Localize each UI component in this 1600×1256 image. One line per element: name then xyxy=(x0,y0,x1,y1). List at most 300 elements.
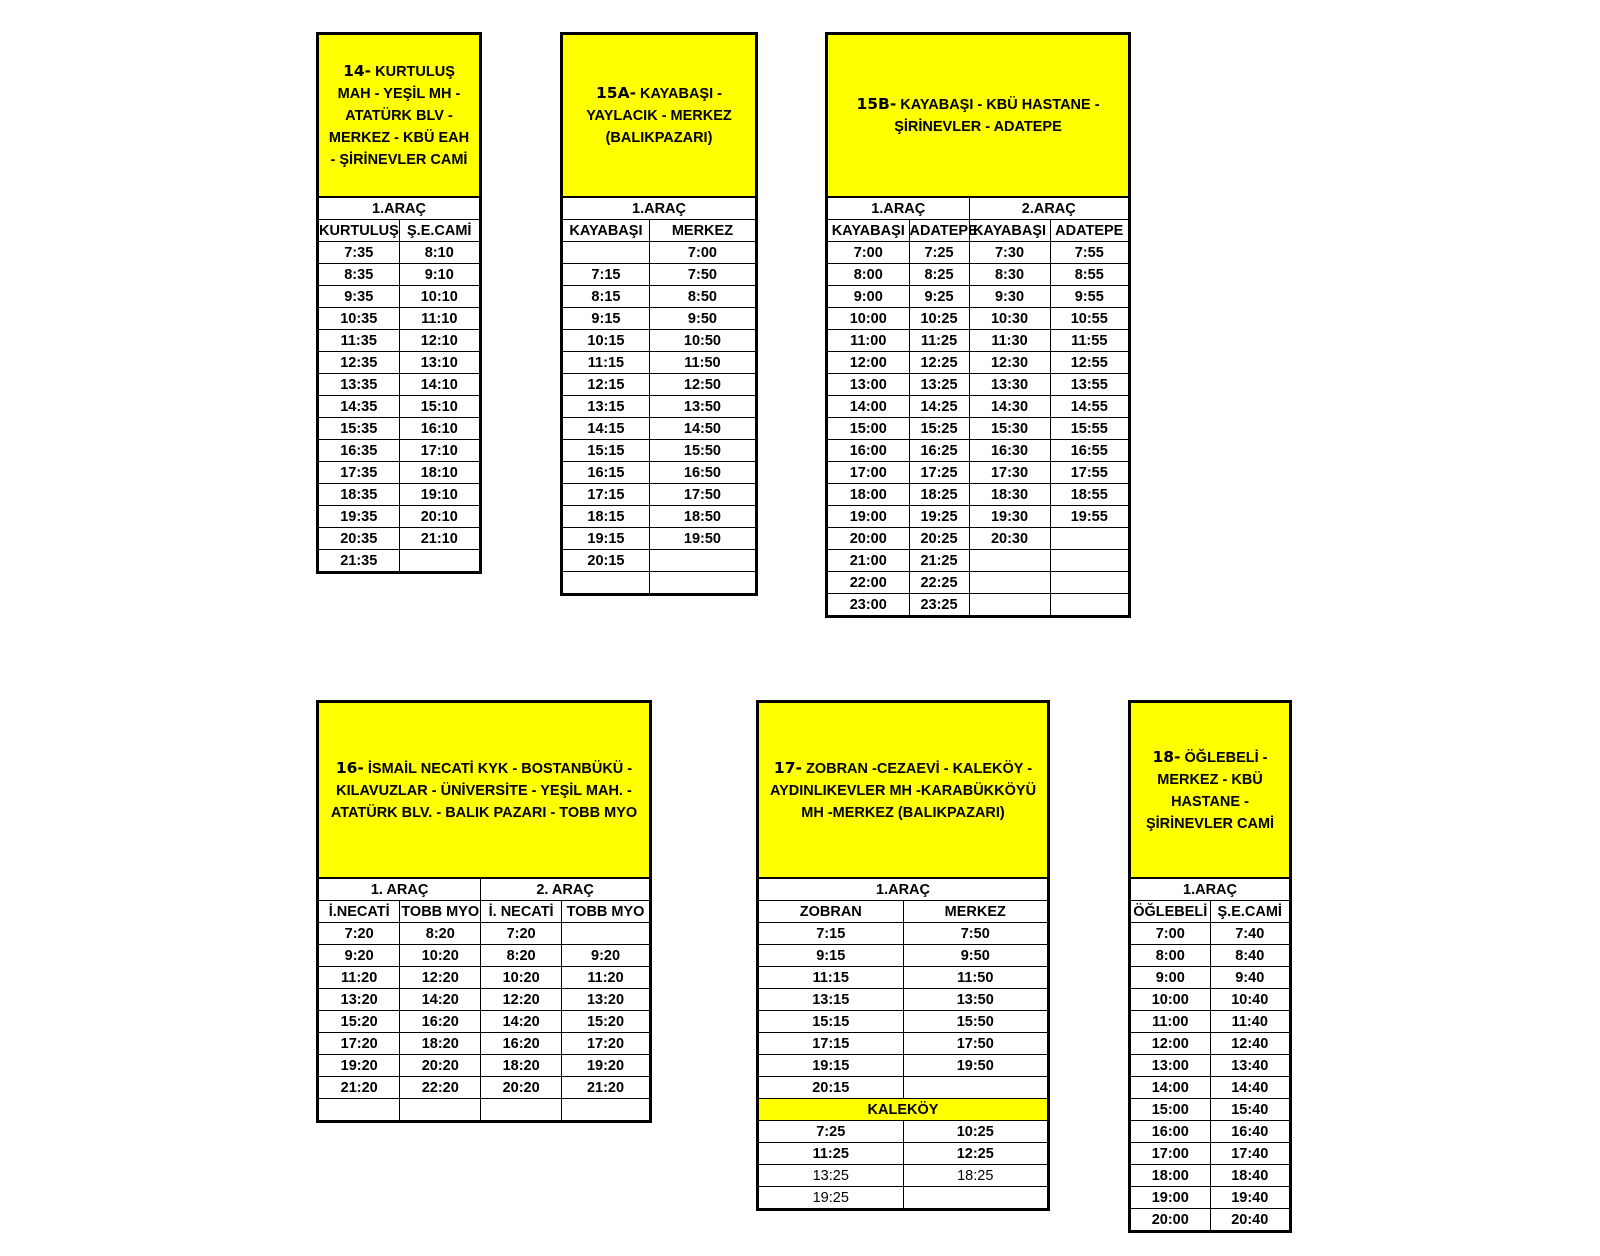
route-header xyxy=(563,35,755,198)
departure-time: 18:30 xyxy=(969,484,1050,506)
departure-time: 22:25 xyxy=(909,572,969,594)
table-row xyxy=(759,1011,1047,1033)
table-row xyxy=(1131,1121,1289,1143)
departure-time: 22:20 xyxy=(400,1077,481,1099)
departure-time: 23:00 xyxy=(828,594,909,616)
departure-time: 10:50 xyxy=(649,330,755,352)
departure-time: 9:30 xyxy=(969,286,1050,308)
table-row xyxy=(319,374,479,396)
departure-time: 7:25 xyxy=(759,1121,903,1143)
table-row xyxy=(759,923,1047,945)
departure-time: 17:10 xyxy=(399,440,479,462)
departure-time: 9:50 xyxy=(903,945,1047,967)
vehicle-label: 1.ARAÇ xyxy=(1131,879,1289,901)
route-number: 16- xyxy=(335,758,364,777)
departure-time: 13:25 xyxy=(909,374,969,396)
route-description: KURTULUŞ MAH - YEŞİL MH - ATATÜRK BLV - MERKEZ - KBÜ EAH - ŞİRİNEVLER CAMİ xyxy=(328,64,470,168)
departure-time: 21:25 xyxy=(909,550,969,572)
route-header xyxy=(1131,703,1289,879)
route-description: KAYABAŞI - KBÜ HASTANE - ŞİRİNEVLER - ADATEPE xyxy=(894,97,1100,135)
column-header: Ş.E.CAMİ xyxy=(399,220,479,242)
departure-time: 23:25 xyxy=(909,594,969,616)
table-row xyxy=(319,967,649,989)
table-row xyxy=(759,1143,1047,1165)
departure-time: 14:30 xyxy=(969,396,1050,418)
departure-time: 20:20 xyxy=(481,1077,562,1099)
departure-time: 11:25 xyxy=(759,1143,903,1165)
table-row xyxy=(563,484,755,506)
departure-time xyxy=(649,572,755,594)
departure-time: 20:15 xyxy=(759,1077,903,1099)
table-row xyxy=(319,308,479,330)
departure-time xyxy=(969,550,1050,572)
departure-time: 15:20 xyxy=(562,1011,649,1033)
vehicle-label: 1. ARAÇ xyxy=(319,879,481,901)
table-row xyxy=(563,572,755,594)
timetable-route-14 xyxy=(316,32,482,574)
departure-time: 9:15 xyxy=(759,945,903,967)
departure-time: 22:00 xyxy=(828,572,909,594)
departure-time xyxy=(903,1187,1047,1209)
departure-time: 20:10 xyxy=(399,506,479,528)
departure-time: 14:00 xyxy=(1131,1077,1210,1099)
departure-time: 15:50 xyxy=(649,440,755,462)
departure-time: 11:00 xyxy=(1131,1011,1210,1033)
table-row xyxy=(828,528,1128,550)
departure-time: 13:35 xyxy=(319,374,399,396)
departure-time: 11:25 xyxy=(909,330,969,352)
table-row xyxy=(1131,1099,1289,1121)
route-number: 15A- xyxy=(596,84,637,102)
table-row xyxy=(563,440,755,462)
column-header: ZOBRAN xyxy=(759,901,903,923)
departure-time: 15:20 xyxy=(319,1011,400,1033)
departure-time: 13:15 xyxy=(563,396,649,418)
departure-time: 9:50 xyxy=(649,308,755,330)
departure-time: 21:00 xyxy=(828,550,909,572)
departure-time: 8:15 xyxy=(563,286,649,308)
column-header: ADATEPE xyxy=(909,220,969,242)
section-label-kalekoy: KALEKÖY xyxy=(759,1099,1047,1121)
departure-time: 13:00 xyxy=(828,374,909,396)
departure-time: 7:15 xyxy=(759,923,903,945)
departure-time: 12:10 xyxy=(399,330,479,352)
departure-time: 18:35 xyxy=(319,484,399,506)
table-row xyxy=(759,989,1047,1011)
departure-time: 14:50 xyxy=(649,418,755,440)
departure-time: 16:15 xyxy=(563,462,649,484)
departure-time: 11:20 xyxy=(562,967,649,989)
departure-time: 19:20 xyxy=(562,1055,649,1077)
column-header: TOBB MYO xyxy=(562,901,649,923)
departure-time: 20:40 xyxy=(1210,1209,1289,1231)
departure-time: 7:25 xyxy=(909,242,969,264)
departure-time: 20:20 xyxy=(400,1055,481,1077)
column-header: MERKEZ xyxy=(903,901,1047,923)
timetable-route-18 xyxy=(1128,700,1292,1233)
departure-time: 19:40 xyxy=(1210,1187,1289,1209)
departure-time xyxy=(649,550,755,572)
departure-time: 16:30 xyxy=(969,440,1050,462)
table-row xyxy=(319,462,479,484)
departure-time: 18:40 xyxy=(1210,1165,1289,1187)
departure-time: 10:30 xyxy=(969,308,1050,330)
table-row xyxy=(319,484,479,506)
departure-time xyxy=(1050,572,1128,594)
table-row xyxy=(563,308,755,330)
route-description: KAYABAŞI - YAYLACIK - MERKEZ (BALIKPAZARI) xyxy=(586,86,732,146)
table-row xyxy=(828,352,1128,374)
departure-time: 8:00 xyxy=(828,264,909,286)
table-row xyxy=(319,440,479,462)
departure-time: 19:10 xyxy=(399,484,479,506)
column-header: KURTULUŞ xyxy=(319,220,399,242)
departure-time: 14:20 xyxy=(400,989,481,1011)
route-description: İSMAİL NECATİ KYK - BOSTANBÜKÜ - KILAVUZLAR - ÜNİVERSİTE - YEŞİL MAH. - ATATÜRK BLV. - BALIK PAZARI - TOBB MYO xyxy=(330,760,638,821)
departure-time: 12:20 xyxy=(481,989,562,1011)
departure-time: 7:55 xyxy=(1050,242,1128,264)
route-description: ÖĞLEBELİ - MERKEZ - KBÜ HASTANE - ŞİRİNEVLER CAMİ xyxy=(1145,749,1275,832)
column-header-row xyxy=(319,901,649,923)
departure-time: 17:35 xyxy=(319,462,399,484)
column-header-row xyxy=(563,220,755,242)
table-row xyxy=(319,506,479,528)
table-row xyxy=(563,506,755,528)
table-row xyxy=(1131,1209,1289,1231)
table-row xyxy=(563,264,755,286)
table-row xyxy=(1131,1187,1289,1209)
departure-time: 7:00 xyxy=(649,242,755,264)
table-row xyxy=(759,1165,1047,1187)
departure-time: 18:00 xyxy=(1131,1165,1210,1187)
schedule-table xyxy=(563,198,755,593)
timetable-route-15a xyxy=(560,32,758,596)
departure-time: 15:00 xyxy=(1131,1099,1210,1121)
departure-time: 13:15 xyxy=(759,989,903,1011)
departure-time: 17:20 xyxy=(562,1033,649,1055)
departure-time xyxy=(319,1099,400,1121)
table-row xyxy=(1131,1077,1289,1099)
vehicle-label: 1.ARAÇ xyxy=(563,198,755,220)
departure-time: 8:00 xyxy=(1131,945,1210,967)
departure-time: 11:35 xyxy=(319,330,399,352)
departure-time: 15:40 xyxy=(1210,1099,1289,1121)
departure-time: 18:25 xyxy=(909,484,969,506)
table-row xyxy=(1131,1143,1289,1165)
departure-time: 11:30 xyxy=(969,330,1050,352)
route-header xyxy=(319,703,649,879)
departure-time xyxy=(969,594,1050,616)
departure-time: 10:15 xyxy=(563,330,649,352)
departure-time: 13:10 xyxy=(399,352,479,374)
departure-time: 9:10 xyxy=(399,264,479,286)
schedule-table xyxy=(1131,879,1289,1230)
table-row xyxy=(319,352,479,374)
vehicle-header-row xyxy=(319,198,479,220)
vehicle-label: 2.ARAÇ xyxy=(969,198,1128,220)
departure-time: 12:00 xyxy=(1131,1033,1210,1055)
departure-time: 10:20 xyxy=(481,967,562,989)
table-row xyxy=(828,550,1128,572)
vehicle-label: 1.ARAÇ xyxy=(759,879,1047,901)
departure-time: 17:50 xyxy=(649,484,755,506)
departure-time: 16:20 xyxy=(481,1033,562,1055)
table-row xyxy=(759,1077,1047,1099)
departure-time: 8:20 xyxy=(400,923,481,945)
departure-time: 19:55 xyxy=(1050,506,1128,528)
schedule-table xyxy=(319,879,649,1120)
schedule-table xyxy=(828,198,1128,615)
departure-time: 11:10 xyxy=(399,308,479,330)
departure-time: 17:30 xyxy=(969,462,1050,484)
departure-time: 13:50 xyxy=(903,989,1047,1011)
departure-time: 7:20 xyxy=(319,923,400,945)
table-row xyxy=(319,418,479,440)
departure-time: 15:15 xyxy=(759,1011,903,1033)
column-header-row xyxy=(319,220,479,242)
departure-time: 17:15 xyxy=(563,484,649,506)
departure-time: 9:55 xyxy=(1050,286,1128,308)
table-row xyxy=(828,308,1128,330)
departure-time: 17:20 xyxy=(319,1033,400,1055)
departure-time: 17:55 xyxy=(1050,462,1128,484)
table-row xyxy=(563,286,755,308)
departure-time: 18:25 xyxy=(903,1165,1047,1187)
departure-time: 13:50 xyxy=(649,396,755,418)
departure-time: 11:50 xyxy=(903,967,1047,989)
departure-time: 20:00 xyxy=(828,528,909,550)
departure-time: 19:50 xyxy=(903,1055,1047,1077)
departure-time: 17:15 xyxy=(759,1033,903,1055)
departure-time: 11:15 xyxy=(759,967,903,989)
route-number: 17- xyxy=(773,758,802,777)
table-row xyxy=(319,1077,649,1099)
departure-time: 18:15 xyxy=(563,506,649,528)
departure-time: 19:15 xyxy=(759,1055,903,1077)
table-row xyxy=(828,264,1128,286)
departure-time: 19:15 xyxy=(563,528,649,550)
departure-time: 7:30 xyxy=(969,242,1050,264)
departure-time: 12:50 xyxy=(649,374,755,396)
departure-time: 11:40 xyxy=(1210,1011,1289,1033)
departure-time: 12:55 xyxy=(1050,352,1128,374)
table-row xyxy=(1131,945,1289,967)
departure-time: 11:00 xyxy=(828,330,909,352)
schedule-table xyxy=(759,879,1047,1208)
departure-time xyxy=(400,1099,481,1121)
departure-time xyxy=(563,572,649,594)
departure-time: 15:00 xyxy=(828,418,909,440)
departure-time xyxy=(1050,528,1128,550)
departure-time: 14:40 xyxy=(1210,1077,1289,1099)
departure-time: 12:15 xyxy=(563,374,649,396)
departure-time: 9:25 xyxy=(909,286,969,308)
table-row xyxy=(563,418,755,440)
column-header-row xyxy=(759,901,1047,923)
departure-time: 19:35 xyxy=(319,506,399,528)
departure-time: 8:35 xyxy=(319,264,399,286)
table-row xyxy=(319,945,649,967)
table-row xyxy=(319,330,479,352)
departure-time: 21:10 xyxy=(399,528,479,550)
departure-time: 10:55 xyxy=(1050,308,1128,330)
departure-time xyxy=(562,1099,649,1121)
departure-time: 9:20 xyxy=(562,945,649,967)
table-row xyxy=(319,1033,649,1055)
departure-time: 17:00 xyxy=(828,462,909,484)
departure-time: 8:55 xyxy=(1050,264,1128,286)
table-row xyxy=(319,396,479,418)
departure-time: 8:20 xyxy=(481,945,562,967)
table-row xyxy=(319,1099,649,1121)
vehicle-header-row xyxy=(759,879,1047,901)
departure-time xyxy=(903,1077,1047,1099)
departure-time: 12:30 xyxy=(969,352,1050,374)
column-header: TOBB MYO xyxy=(400,901,481,923)
departure-time: 11:20 xyxy=(319,967,400,989)
departure-time xyxy=(1050,550,1128,572)
vehicle-header-row xyxy=(1131,879,1289,901)
departure-time: 13:40 xyxy=(1210,1055,1289,1077)
departure-time xyxy=(562,923,649,945)
departure-time xyxy=(1050,594,1128,616)
departure-time: 14:55 xyxy=(1050,396,1128,418)
departure-time: 7:15 xyxy=(563,264,649,286)
departure-time: 16:10 xyxy=(399,418,479,440)
column-header: MERKEZ xyxy=(649,220,755,242)
departure-time: 19:25 xyxy=(759,1187,903,1209)
vehicle-label: 1.ARAÇ xyxy=(828,198,969,220)
departure-time: 20:30 xyxy=(969,528,1050,550)
table-row xyxy=(828,374,1128,396)
departure-time: 15:55 xyxy=(1050,418,1128,440)
departure-time: 13:55 xyxy=(1050,374,1128,396)
table-row xyxy=(563,528,755,550)
departure-time: 15:10 xyxy=(399,396,479,418)
table-row xyxy=(1131,923,1289,945)
departure-time: 13:25 xyxy=(759,1165,903,1187)
table-row xyxy=(563,374,755,396)
departure-time: 9:40 xyxy=(1210,967,1289,989)
section-header-row xyxy=(759,1099,1047,1121)
timetable-route-17 xyxy=(756,700,1050,1211)
departure-time: 21:35 xyxy=(319,550,399,572)
departure-time: 18:10 xyxy=(399,462,479,484)
table-row xyxy=(828,242,1128,264)
vehicle-label: 1.ARAÇ xyxy=(319,198,479,220)
table-row xyxy=(319,528,479,550)
table-row xyxy=(563,462,755,484)
departure-time: 13:20 xyxy=(319,989,400,1011)
table-row xyxy=(759,1033,1047,1055)
route-number: 14- xyxy=(343,62,372,80)
route-number: 15B- xyxy=(856,95,897,113)
table-row xyxy=(319,1011,649,1033)
column-header-row xyxy=(828,220,1128,242)
departure-time: 16:00 xyxy=(1131,1121,1210,1143)
departure-time: 7:00 xyxy=(828,242,909,264)
route-description: ZOBRAN -CEZAEVİ - KALEKÖY - AYDINLIKEVLER MH -KARABÜKKÖYÜ MH -MERKEZ (BALIKPAZARI) xyxy=(769,760,1037,821)
departure-time: 12:40 xyxy=(1210,1033,1289,1055)
table-row xyxy=(319,923,649,945)
vehicle-header-row xyxy=(319,879,649,901)
departure-time: 12:25 xyxy=(903,1143,1047,1165)
table-row xyxy=(563,550,755,572)
table-row xyxy=(828,418,1128,440)
departure-time: 16:00 xyxy=(828,440,909,462)
departure-time: 10:00 xyxy=(828,308,909,330)
departure-time: 15:35 xyxy=(319,418,399,440)
departure-time: 8:40 xyxy=(1210,945,1289,967)
departure-time: 13:00 xyxy=(1131,1055,1210,1077)
departure-time: 16:25 xyxy=(909,440,969,462)
table-row xyxy=(1131,1055,1289,1077)
table-row xyxy=(828,286,1128,308)
column-header-row xyxy=(1131,901,1289,923)
departure-time: 19:00 xyxy=(1131,1187,1210,1209)
departure-time: 18:00 xyxy=(828,484,909,506)
departure-time: 19:25 xyxy=(909,506,969,528)
departure-time: 10:20 xyxy=(400,945,481,967)
departure-time: 14:20 xyxy=(481,1011,562,1033)
departure-time: 10:25 xyxy=(903,1121,1047,1143)
departure-time: 15:25 xyxy=(909,418,969,440)
departure-time: 19:30 xyxy=(969,506,1050,528)
departure-time: 16:50 xyxy=(649,462,755,484)
table-row xyxy=(563,352,755,374)
departure-time: 14:35 xyxy=(319,396,399,418)
departure-time: 14:25 xyxy=(909,396,969,418)
departure-time: 12:20 xyxy=(400,967,481,989)
departure-time: 8:10 xyxy=(399,242,479,264)
departure-time: 18:55 xyxy=(1050,484,1128,506)
departure-time: 16:35 xyxy=(319,440,399,462)
column-header: İ.NECATİ xyxy=(319,901,400,923)
departure-time: 7:40 xyxy=(1210,923,1289,945)
table-row xyxy=(828,440,1128,462)
table-row xyxy=(319,242,479,264)
departure-time: 18:50 xyxy=(649,506,755,528)
departure-time: 10:35 xyxy=(319,308,399,330)
table-row xyxy=(319,1055,649,1077)
table-row xyxy=(319,264,479,286)
departure-time: 17:25 xyxy=(909,462,969,484)
departure-time: 8:25 xyxy=(909,264,969,286)
column-header: KAYABAŞI xyxy=(969,220,1050,242)
departure-time: 19:50 xyxy=(649,528,755,550)
departure-time: 11:50 xyxy=(649,352,755,374)
departure-time: 20:00 xyxy=(1131,1209,1210,1231)
vehicle-header-row xyxy=(828,198,1128,220)
departure-time: 15:30 xyxy=(969,418,1050,440)
timetable-route-16 xyxy=(316,700,652,1123)
departure-time: 14:00 xyxy=(828,396,909,418)
table-row xyxy=(1131,989,1289,1011)
table-row xyxy=(759,967,1047,989)
departure-time: 7:50 xyxy=(649,264,755,286)
departure-time: 8:50 xyxy=(649,286,755,308)
table-row xyxy=(319,989,649,1011)
table-row xyxy=(563,396,755,418)
table-row xyxy=(828,484,1128,506)
table-row xyxy=(828,330,1128,352)
column-header: KAYABAŞI xyxy=(563,220,649,242)
departure-time: 20:15 xyxy=(563,550,649,572)
departure-time: 11:15 xyxy=(563,352,649,374)
departure-time: 16:20 xyxy=(400,1011,481,1033)
table-row xyxy=(1131,1033,1289,1055)
table-row xyxy=(759,1187,1047,1209)
